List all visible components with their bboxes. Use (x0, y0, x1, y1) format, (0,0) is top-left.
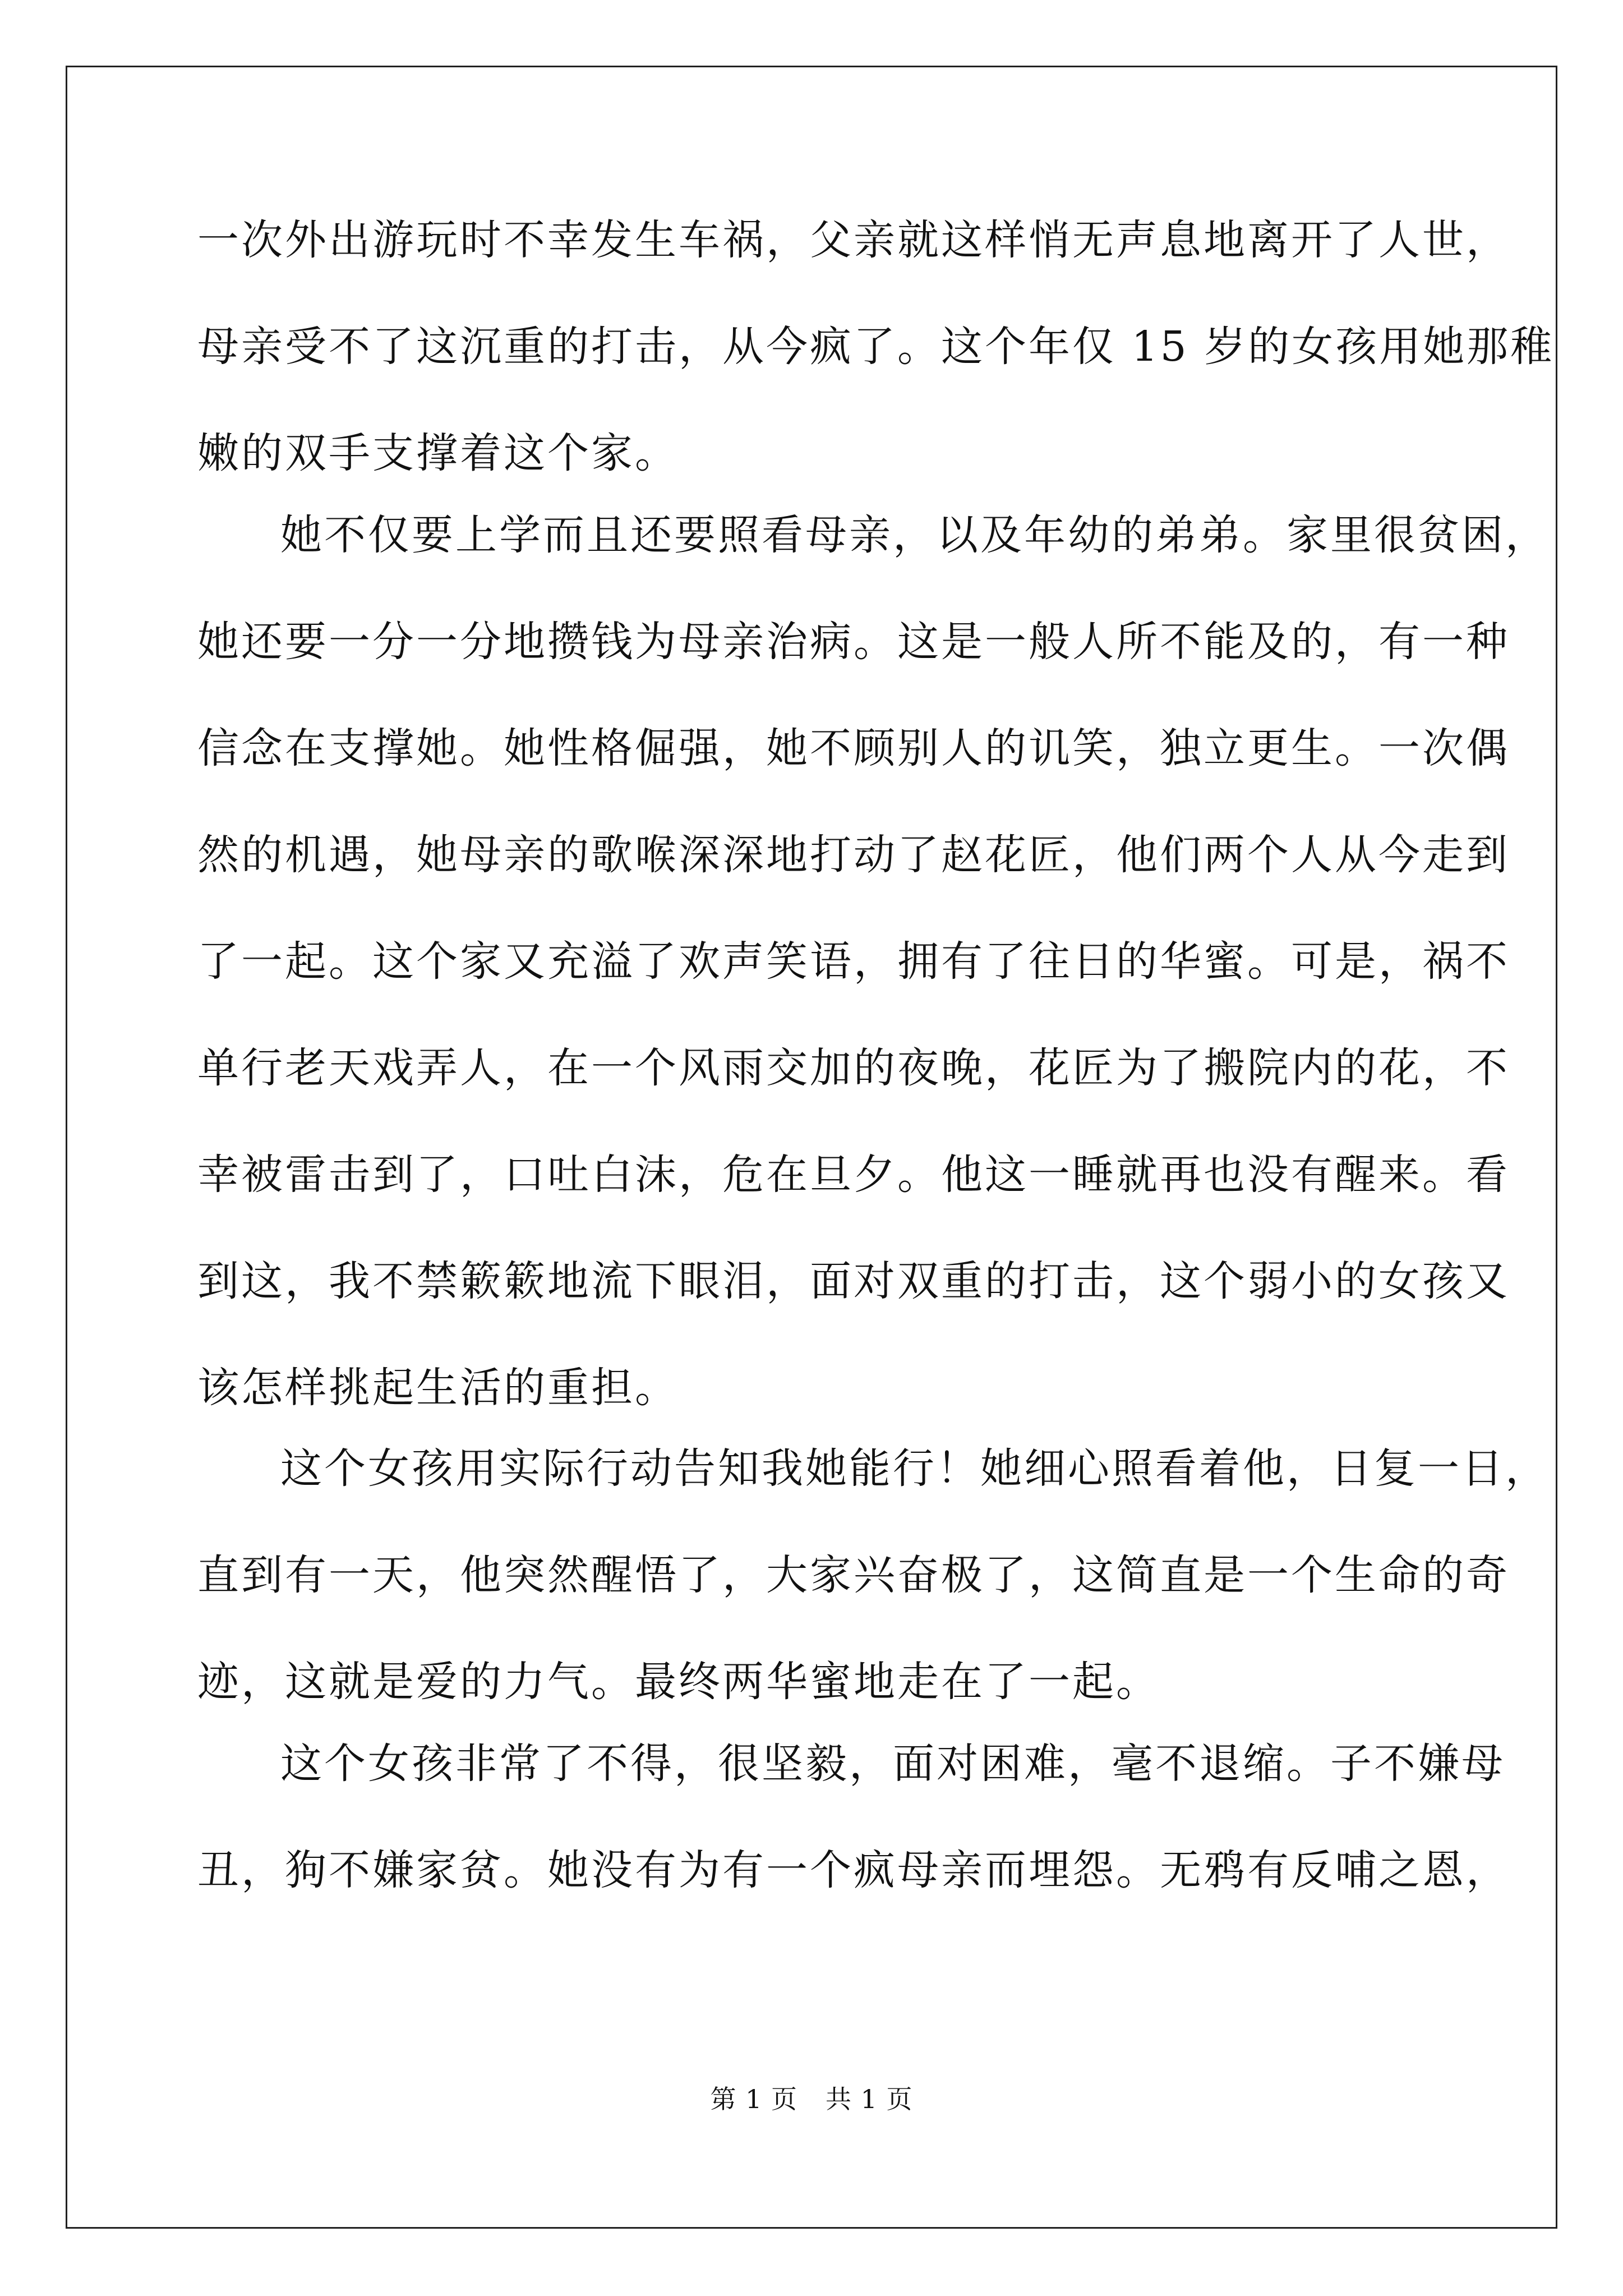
text-line: 一次外出游玩时不幸发生车祸，父亲就这样悄无声息地离开了人世， (197, 216, 1510, 264)
page-border (66, 66, 1557, 2229)
text-line: 到这，我不禁簌簌地流下眼泪，面对双重的打击，这个弱小的女孩又 (197, 1257, 1510, 1305)
text-line: 该怎样挑起生活的重担。 (197, 1364, 679, 1412)
paragraph-first-line: 这个女孩用实际行动告知我她能行！她细心照看着他，日复一日， (280, 1444, 1549, 1493)
text-line: 迹，这就是爱的力气。最终两华蜜地走在了一起。 (197, 1658, 1160, 1706)
text-line: 嫩的双手支撑着这个家。 (197, 429, 679, 477)
text-line: 母亲受不了这沉重的打击，从今疯了。这个年仅 15 岁的女孩用她那稚 (197, 323, 1555, 371)
text-line: 她还要一分一分地攒钱为母亲治病。这是一般人所不能及的，有一种 (197, 618, 1510, 666)
text-line: 单行老天戏弄人，在一个风雨交加的夜晚，花匠为了搬院内的花，不 (197, 1044, 1510, 1092)
text-line: 幸被雷击到了，口吐白沫，危在旦夕。他这一睡就再也没有醒来。看 (197, 1151, 1510, 1199)
page-footer (0, 2082, 1623, 2116)
page-total: 共 1 页 (826, 2084, 913, 2114)
paragraph-first-line: 这个女孩非常了不得，很坚毅，面对困难，毫不退缩。子不嫌母 (280, 1740, 1505, 1788)
text-line: 然的机遇，她母亲的歌喉深深地打动了赵花匠，他们两个人从今走到 (197, 831, 1510, 879)
text-line: 直到有一天，他突然醒悟了，大家兴奋极了，这简直是一个生命的奇 (197, 1551, 1510, 1599)
text-line: 丑，狗不嫌家贫。她没有为有一个疯母亲而埋怨。无鸦有反哺之恩， (197, 1846, 1510, 1894)
page-number: 第 1 页 (710, 2084, 797, 2114)
paragraph-first-line: 她不仅要上学而且还要照看母亲，以及年幼的弟弟。家里很贫困， (280, 511, 1549, 559)
text-line: 信念在支撑她。她性格倔强，她不顾别人的讥笑，独立更生。一次偶 (197, 724, 1510, 772)
text-line: 了一起。这个家又充溢了欢声笑语，拥有了往日的华蜜。可是，祸不 (197, 937, 1510, 986)
